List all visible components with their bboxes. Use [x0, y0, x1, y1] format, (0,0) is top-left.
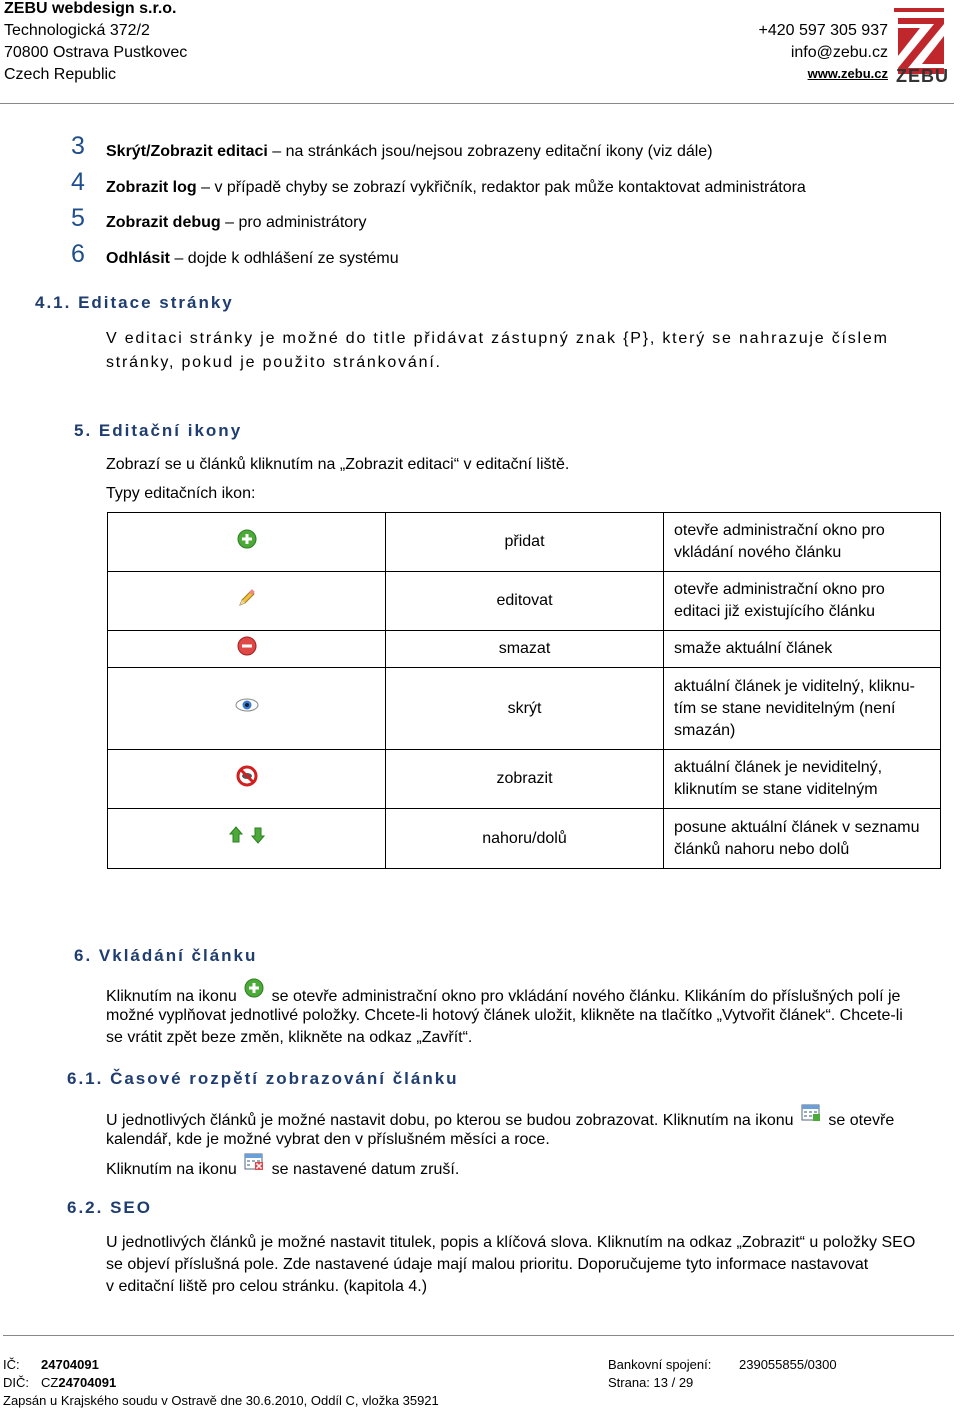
- list-item-text: – pro administrátory: [220, 214, 367, 231]
- up-down-arrows-icon: [229, 826, 265, 851]
- desc-line: tím se stane neviditelným (není: [674, 699, 896, 717]
- text-span: se nastavené datum zruší.: [271, 1160, 460, 1178]
- footer-bank-value: 239055855/0300: [739, 1357, 837, 1372]
- desc-line: aktuální článek je neviditelný,: [674, 759, 883, 776]
- desc-line: editaci již existujícího článku: [674, 603, 875, 620]
- company-country: Czech Republic: [4, 66, 117, 83]
- list-item-text: – dojde k odhlášení ze systému: [170, 250, 399, 267]
- table-cell-name: editovat: [386, 572, 664, 631]
- table-cell-desc: [664, 668, 941, 750]
- header-divider: [0, 103, 954, 104]
- table-cell-icon: [108, 572, 386, 631]
- footer-dic-label: DIČ:: [3, 1375, 29, 1390]
- edit-icons-table: [107, 512, 941, 869]
- desc-line: otevře administrační okno pro: [674, 581, 885, 598]
- desc-line: článků nahoru nebo dolů: [674, 840, 850, 858]
- table-cell-icon: [108, 809, 386, 869]
- section-4-1-text: stránky, pokud je použito stránkování.: [106, 354, 442, 371]
- section-5-text: Typy editačních ikon:: [106, 485, 256, 502]
- table-cell-name: přidat: [386, 513, 664, 572]
- add-icon: [244, 978, 264, 1006]
- list-item-title: Odhlásit: [106, 250, 171, 267]
- table-row: [108, 668, 941, 750]
- table-cell-desc: [664, 750, 941, 809]
- section-heading-5: 5. Editační ikony: [74, 421, 243, 440]
- section-6-text: se vrátit zpět beze změn, klikněte na odkaz „Zavřít“.: [106, 1029, 473, 1046]
- text-span: Kliknutím na ikonu: [106, 987, 237, 1005]
- table-row: [108, 750, 941, 809]
- list-number: 3: [71, 132, 85, 160]
- footer-register: Zapsán u Krajského soudu v Ostravě dne 30.6.2010, Oddíl C, vložka 35921: [3, 1393, 439, 1408]
- company-web-link[interactable]: www.zebu.cz: [807, 66, 888, 81]
- footer-ic-value: 24704091: [41, 1357, 99, 1372]
- list-item: [106, 143, 713, 161]
- table-cell-icon: [108, 750, 386, 809]
- table-cell-desc: [664, 631, 941, 668]
- table-cell-icon: [108, 513, 386, 572]
- text-span: U jednotlivých článků je možné nastavit dobu, po kterou se budou zobrazovat. Kliknutím na ikonu: [106, 1111, 794, 1129]
- list-item: [106, 250, 399, 268]
- table-cell-name: smazat: [386, 631, 664, 668]
- table-row: [108, 631, 941, 668]
- list-item: [106, 214, 367, 232]
- company-street: Technologická 372/2: [4, 22, 150, 39]
- section-6-2-text: se objeví příslušná pole. Zde nastavené údaje mají malou prioritu. Doporučujeme tyto informace nastavovat: [106, 1256, 869, 1273]
- company-name: ZEBU webdesign s.r.o.: [4, 0, 177, 17]
- desc-line: kliknutím se stane viditelným: [674, 781, 878, 798]
- logo-text: ZEBU: [896, 66, 949, 86]
- company-email[interactable]: info@zebu.cz: [790, 44, 888, 61]
- add-icon: [237, 529, 257, 556]
- text-span: se otevře administrační okno pro vkládání nového článku. Klikáním do příslušných polí je: [271, 987, 901, 1005]
- table-row: [108, 513, 941, 572]
- footer-bank-label: Bankovní spojení:: [608, 1357, 712, 1372]
- section-6-text: možné vyplňovat jednotlivé položky. Chcete-li hotový článek uložit, klikněte na tlačítko „Vytvořit článek“. Chcete-li: [106, 1007, 903, 1024]
- list-item-title: Zobrazit debug: [106, 214, 221, 231]
- hidden-icon: [236, 765, 258, 794]
- text-span: Kliknutím na ikonu: [106, 1160, 237, 1178]
- table-cell-icon: [108, 668, 386, 750]
- table-row: [108, 572, 941, 631]
- desc-line: posune aktuální článek v seznamu: [674, 818, 920, 836]
- table-cell-desc: [664, 572, 941, 631]
- eye-icon: [235, 697, 259, 720]
- section-5-text: Zobrazí se u článků kliknutím na „Zobrazit editaci“ v editační liště.: [106, 456, 570, 473]
- delete-icon: [237, 636, 257, 663]
- table-row: [108, 809, 941, 869]
- desc-line: aktuální článek je viditelný, kliknu-: [674, 677, 916, 695]
- section-heading-6-2: 6.2. SEO: [67, 1198, 152, 1217]
- company-phone: +420 597 305 937: [758, 22, 888, 39]
- footer-ic-label: IČ:: [3, 1357, 20, 1372]
- table-cell-name: nahoru/dolů: [386, 809, 664, 869]
- list-number: 5: [71, 204, 85, 232]
- desc-line: otevře administrační okno pro: [674, 522, 885, 539]
- list-item-title: Zobrazit log: [106, 179, 197, 196]
- section-heading-4-1: 4.1. Editace stránky: [35, 293, 234, 312]
- desc-line: smaže aktuální článek: [674, 640, 833, 657]
- list-number: 6: [71, 240, 85, 268]
- dic-number: 24704091: [58, 1375, 117, 1390]
- table-cell-icon: [108, 631, 386, 668]
- list-item: [106, 179, 806, 197]
- desc-line: vkládání nového článku: [674, 544, 842, 561]
- table-cell-name: zobrazit: [386, 750, 664, 809]
- table-cell-desc: [664, 513, 941, 572]
- table-cell-desc: [664, 809, 941, 869]
- dic-prefix: CZ: [41, 1375, 59, 1390]
- company-city: 70800 Ostrava Pustkovec: [4, 44, 188, 61]
- pencil-icon: [237, 588, 257, 615]
- section-6-2-text: v editační liště pro celou stránku. (kapitola 4.): [106, 1278, 428, 1295]
- section-heading-6: 6. Vkládání článku: [74, 946, 258, 965]
- list-item-title: Skrýt/Zobrazit editaci: [106, 143, 268, 160]
- desc-line: smazán): [674, 721, 736, 739]
- footer-dic-value: [41, 1374, 116, 1392]
- section-heading-6-1: 6.1. Časové rozpětí zobrazování článku: [67, 1069, 459, 1088]
- text-span: se otevře: [828, 1111, 895, 1129]
- zebu-logo: [894, 6, 948, 90]
- section-6-2-text: U jednotlivých článků je možné nastavit titulek, popis a klíčová slova. Kliknutím na odkaz „Zobrazit“ u položky SEO: [106, 1234, 916, 1251]
- section-4-1-text: V editaci stránky je možné do title přidávat zástupný znak {P}, který se nahrazuje číslem: [106, 330, 889, 347]
- calendar-clear-icon: [244, 1151, 264, 1179]
- footer-page-number: Strana: 13 / 29: [608, 1375, 694, 1390]
- section-6-1-text: kalendář, kde je možné vybrat den v příslušném měsíci a roce.: [106, 1131, 550, 1148]
- calendar-icon: [801, 1102, 821, 1130]
- list-item-text: – v případě chyby se zobrazí vykřičník, redaktor pak může kontaktovat administrátora: [196, 179, 806, 196]
- list-number: 4: [71, 168, 85, 196]
- list-item-text: – na stránkách jsou/nejsou zobrazeny editační ikony (viz dále): [267, 143, 713, 160]
- footer-divider: [3, 1335, 954, 1336]
- table-cell-name: skrýt: [386, 668, 664, 750]
- section-6-1-text: [106, 1156, 459, 1184]
